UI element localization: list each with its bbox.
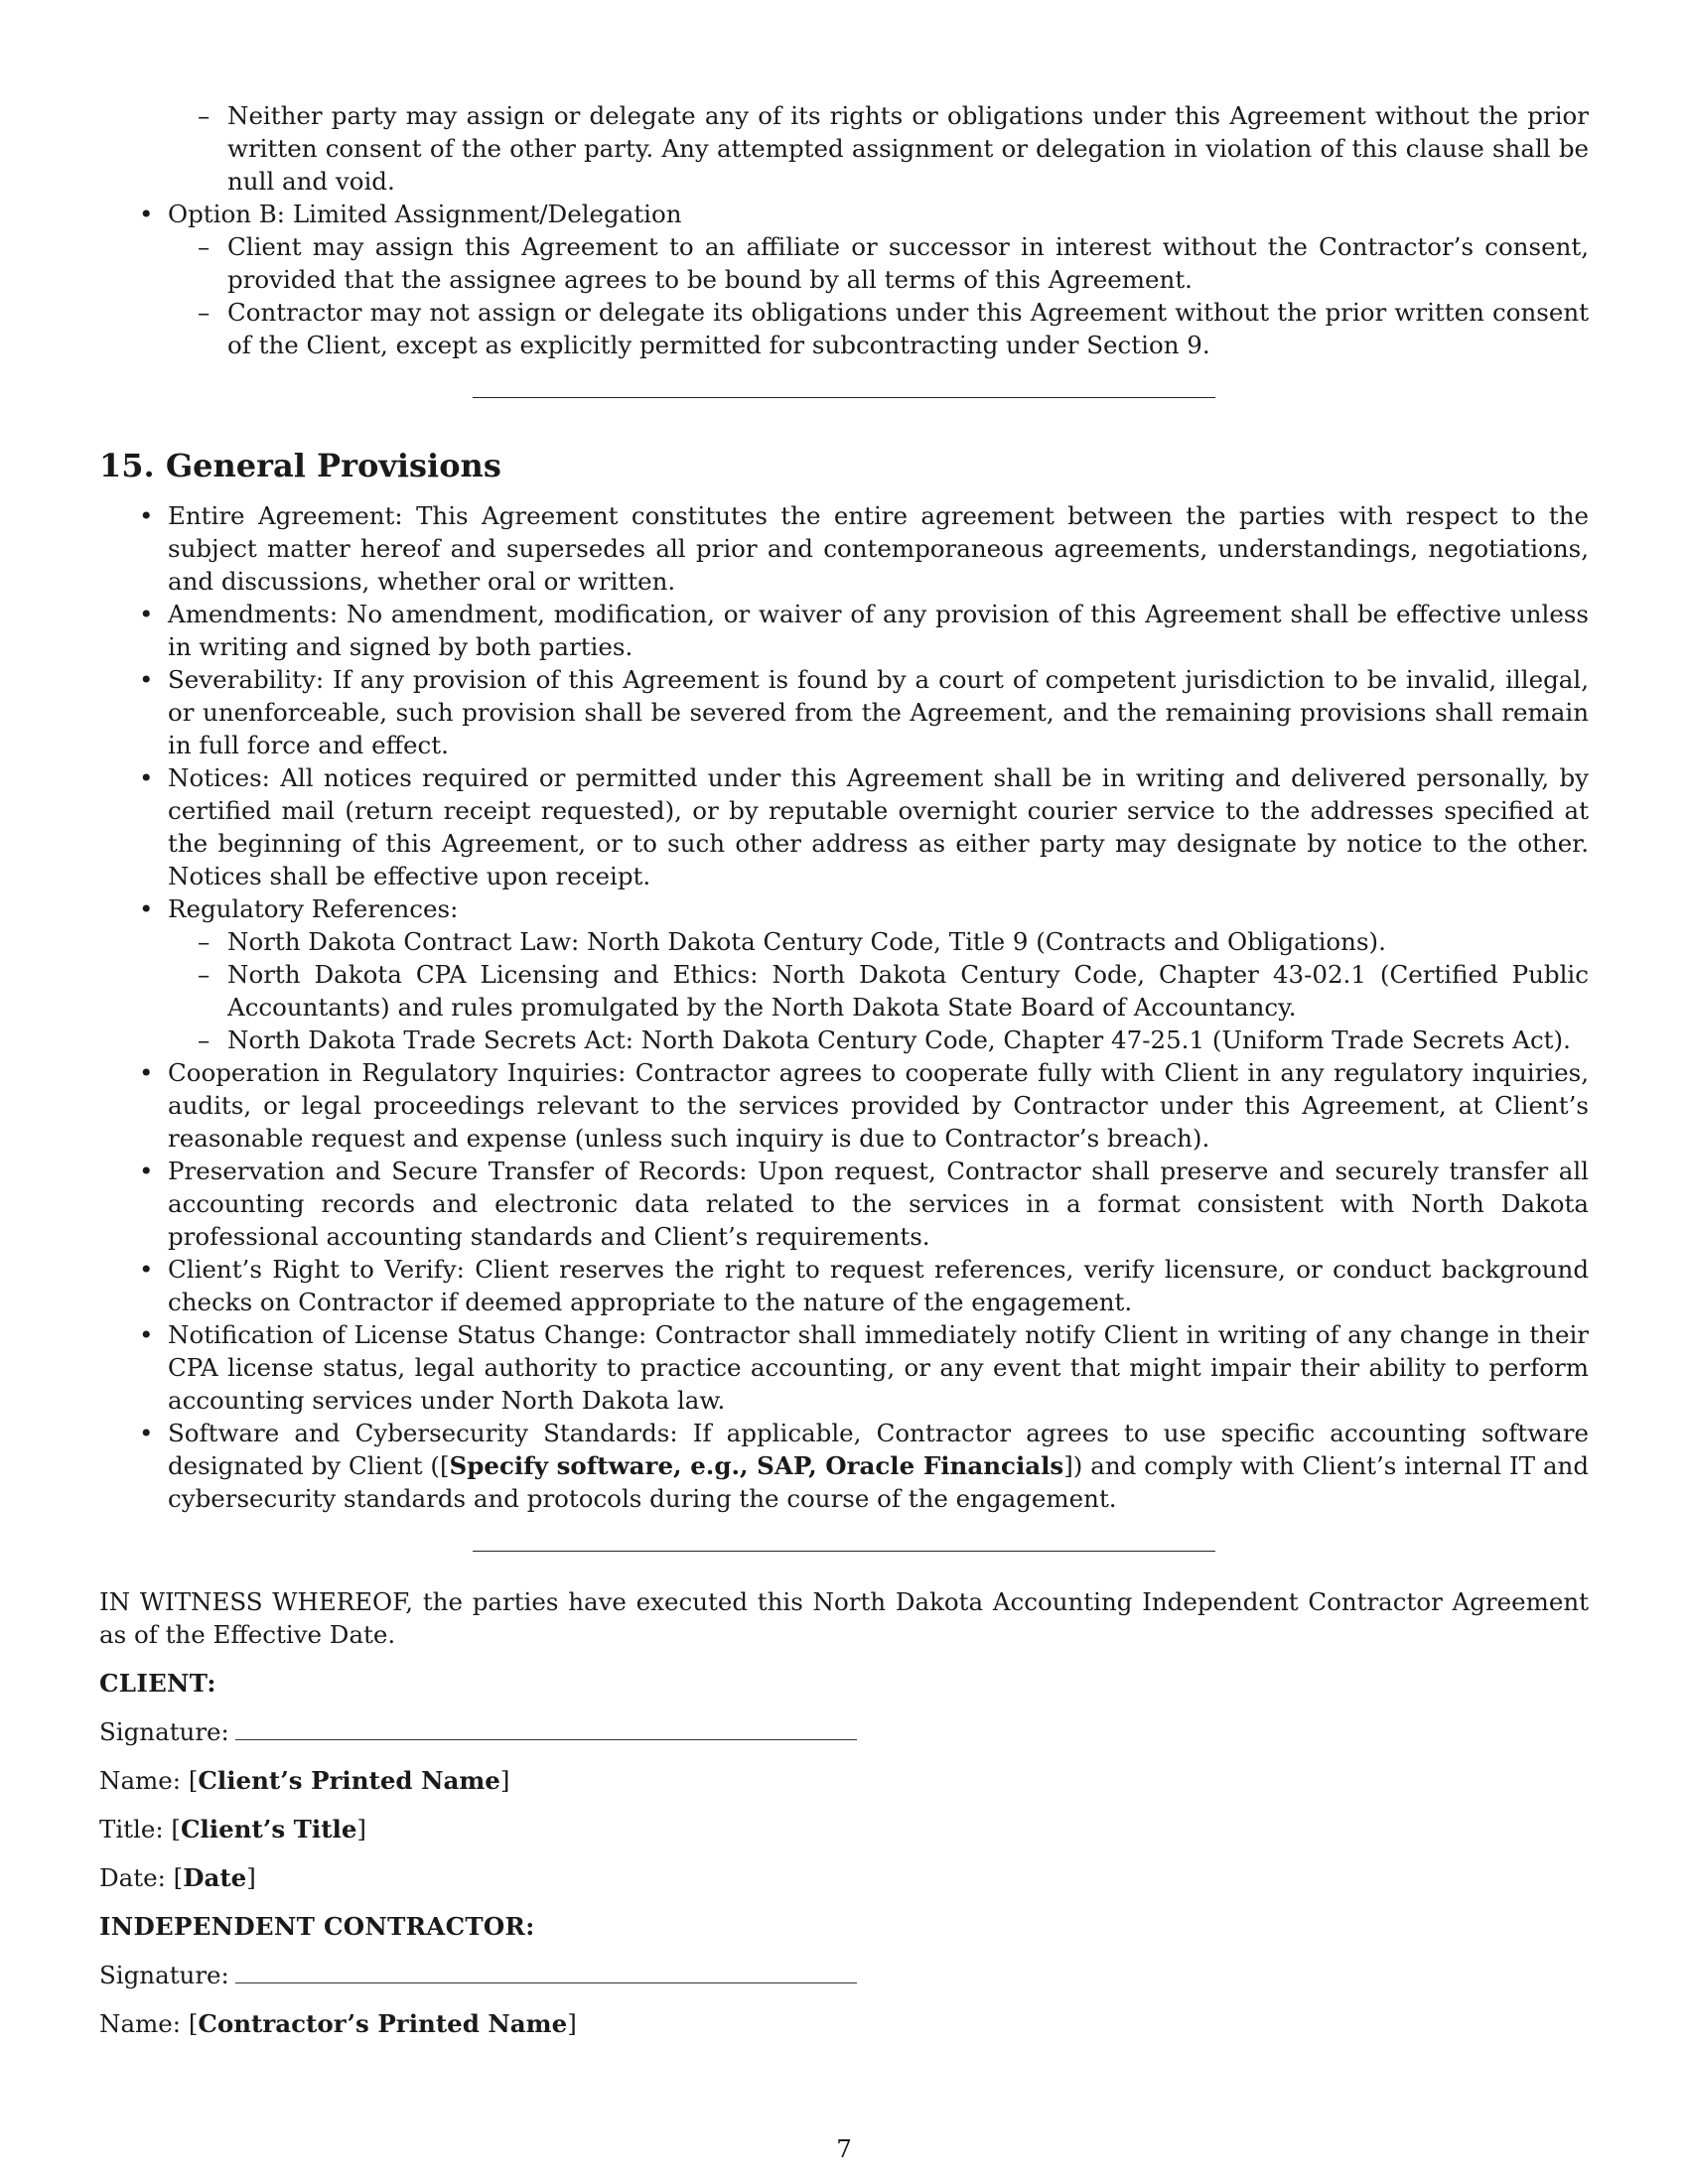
provision-software xyxy=(99,1417,1589,1515)
option-b-sublist xyxy=(168,230,1589,361)
provision-cooperation: • Cooperation in Regulatory Inquiries: Contractor agrees to cooperate fully with Client in any regulatory inquiries, audits, or legal proceedings relevant to the services provided by Contractor under this Agreement, at Client’s reasonable request and expense (unless such inquiry is due to Contractor’s breach). xyxy=(99,1056,1589,1155)
signature-label: Signature: xyxy=(99,1961,229,1989)
software-text-before: Software and Cybersecurity Standards: If applicable, Contractor agrees to use specific accounting software designated by Client ([ xyxy=(168,1419,1589,1480)
option-b-list xyxy=(99,198,1589,361)
client-date-row: Date: [Date] xyxy=(99,1863,256,1892)
client-name-placeholder: Client’s Printed Name xyxy=(198,1766,500,1795)
regulatory-sublist xyxy=(168,925,1589,1056)
section-heading: 15. General Provisions xyxy=(99,447,501,484)
option-a-list xyxy=(99,99,1589,198)
client-date-placeholder: Date xyxy=(183,1863,247,1892)
name-label: Name: xyxy=(99,1766,182,1795)
provision-regulatory-references xyxy=(99,892,1589,1056)
regulatory-label: Regulatory References: xyxy=(168,894,459,923)
provision-amendments: • Amendments: No amendment, modification, or waiver of any provision of this Agreement shall be effective unless in writing and signed by both parties. xyxy=(99,598,1589,663)
option-a-item: – Neither party may assign or delegate any of its rights or obligations under this Agreement without the prior written consent of the other party. Any attempted assignment or delegation in violation of this clause shall be null and void. xyxy=(168,99,1589,198)
list-item xyxy=(99,198,1589,361)
regulatory-item: – North Dakota Trade Secrets Act: North Dakota Century Code, Chapter 47-25.1 (Uniform Trade Secrets Act). xyxy=(168,1024,1589,1056)
client-title-row: Title: [Client’s Title] xyxy=(99,1815,366,1843)
contractor-signature-line[interactable] xyxy=(235,1961,857,1983)
provision-right-to-verify: • Client’s Right to Verify: Client reserves the right to request references, verify licensure, or conduct background checks on Contractor if deemed appropriate to the nature of the engagement. xyxy=(99,1253,1589,1318)
signature-label: Signature: xyxy=(99,1717,229,1746)
document-page xyxy=(99,99,1589,2040)
date-label: Date: xyxy=(99,1863,166,1892)
client-signature-row xyxy=(99,1715,1589,1748)
software-placeholder: Specify software, e.g., SAP, Oracle Financials xyxy=(449,1451,1064,1480)
regulatory-item: – North Dakota CPA Licensing and Ethics: North Dakota Century Code, Chapter 43-02.1 (Certified Public Accountants) and rules promulgated by the North Dakota State Board of Accountancy. xyxy=(168,958,1589,1024)
provision-records: • Preservation and Secure Transfer of Records: Upon request, Contractor shall preserve and securely transfer all accounting records and electronic data related to the services in a format consistent with North Dakota professional accounting standards and Client’s requirements. xyxy=(99,1155,1589,1253)
option-b-label: Option B: Limited Assignment/Delegation xyxy=(168,200,682,228)
title-label: Title: xyxy=(99,1815,164,1843)
client-title-placeholder: Client’s Title xyxy=(180,1815,357,1843)
regulatory-item: – North Dakota Contract Law: North Dakota Century Code, Title 9 (Contracts and Obligations). xyxy=(168,925,1589,958)
client-signature-line[interactable] xyxy=(235,1717,857,1740)
software-text-after: ]) and comply with Client’s internal IT and cybersecurity standards and protocols during the course of the engagement. xyxy=(168,1451,1590,1513)
contractor-name-row: Name: [Contractor’s Printed Name] xyxy=(99,2009,577,2038)
witness-clause: IN WITNESS WHEREOF, the parties have executed this North Dakota Accounting Independent Contractor Agreement as of the Effective Date. xyxy=(99,1587,1589,1649)
client-heading: CLIENT: xyxy=(99,1669,216,1698)
client-name-row: Name: [Client’s Printed Name] xyxy=(99,1766,510,1795)
contractor-signature-row xyxy=(99,1959,1589,1991)
option-b-item: – Client may assign this Agreement to an affiliate or successor in interest without the Contractor’s consent, provided that the assignee agrees to be bound by all terms of this Agreement. xyxy=(168,230,1589,296)
option-b-item: – Contractor may not assign or delegate its obligations under this Agreement without the prior written consent of the Client, except as explicitly permitted for subcontracting under Section 9. xyxy=(168,296,1589,361)
provision-license-status: • Notification of License Status Change: Contractor shall immediately notify Client in writing of any change in their CPA license status, legal authority to practice accounting, or any event that might impair their ability to perform accounting services under North Dakota law. xyxy=(99,1318,1589,1417)
provision-notices: • Notices: All notices required or permitted under this Agreement shall be in writing and delivered personally, by certified mail (return receipt requested), or by reputable overnight courier service to the addresses specified at the beginning of this Agreement, or to such other address as either party may designate by notice to the other. Notices shall be effective upon receipt. xyxy=(99,761,1589,892)
provision-entire-agreement: • Entire Agreement: This Agreement constitutes the entire agreement between the parties with respect to the subject matter hereof and supersedes all prior and contemporaneous agreements, understandings, negotiations, and discussions, whether oral or written. xyxy=(99,499,1589,598)
page-number: 7 xyxy=(836,2134,852,2163)
section-divider xyxy=(473,397,1215,398)
contractor-name-placeholder: Contractor’s Printed Name xyxy=(198,2009,568,2038)
name-label: Name: xyxy=(99,2009,182,2038)
section-divider xyxy=(473,1551,1215,1552)
general-provisions-list xyxy=(99,499,1589,1515)
contractor-heading: INDEPENDENT CONTRACTOR: xyxy=(99,1912,535,1941)
provision-severability: • Severability: If any provision of this Agreement is found by a court of competent jurisdiction to be invalid, illegal, or unenforceable, such provision shall be severed from the Agreement, and the remaining provisions shall remain in full force and effect. xyxy=(99,663,1589,761)
